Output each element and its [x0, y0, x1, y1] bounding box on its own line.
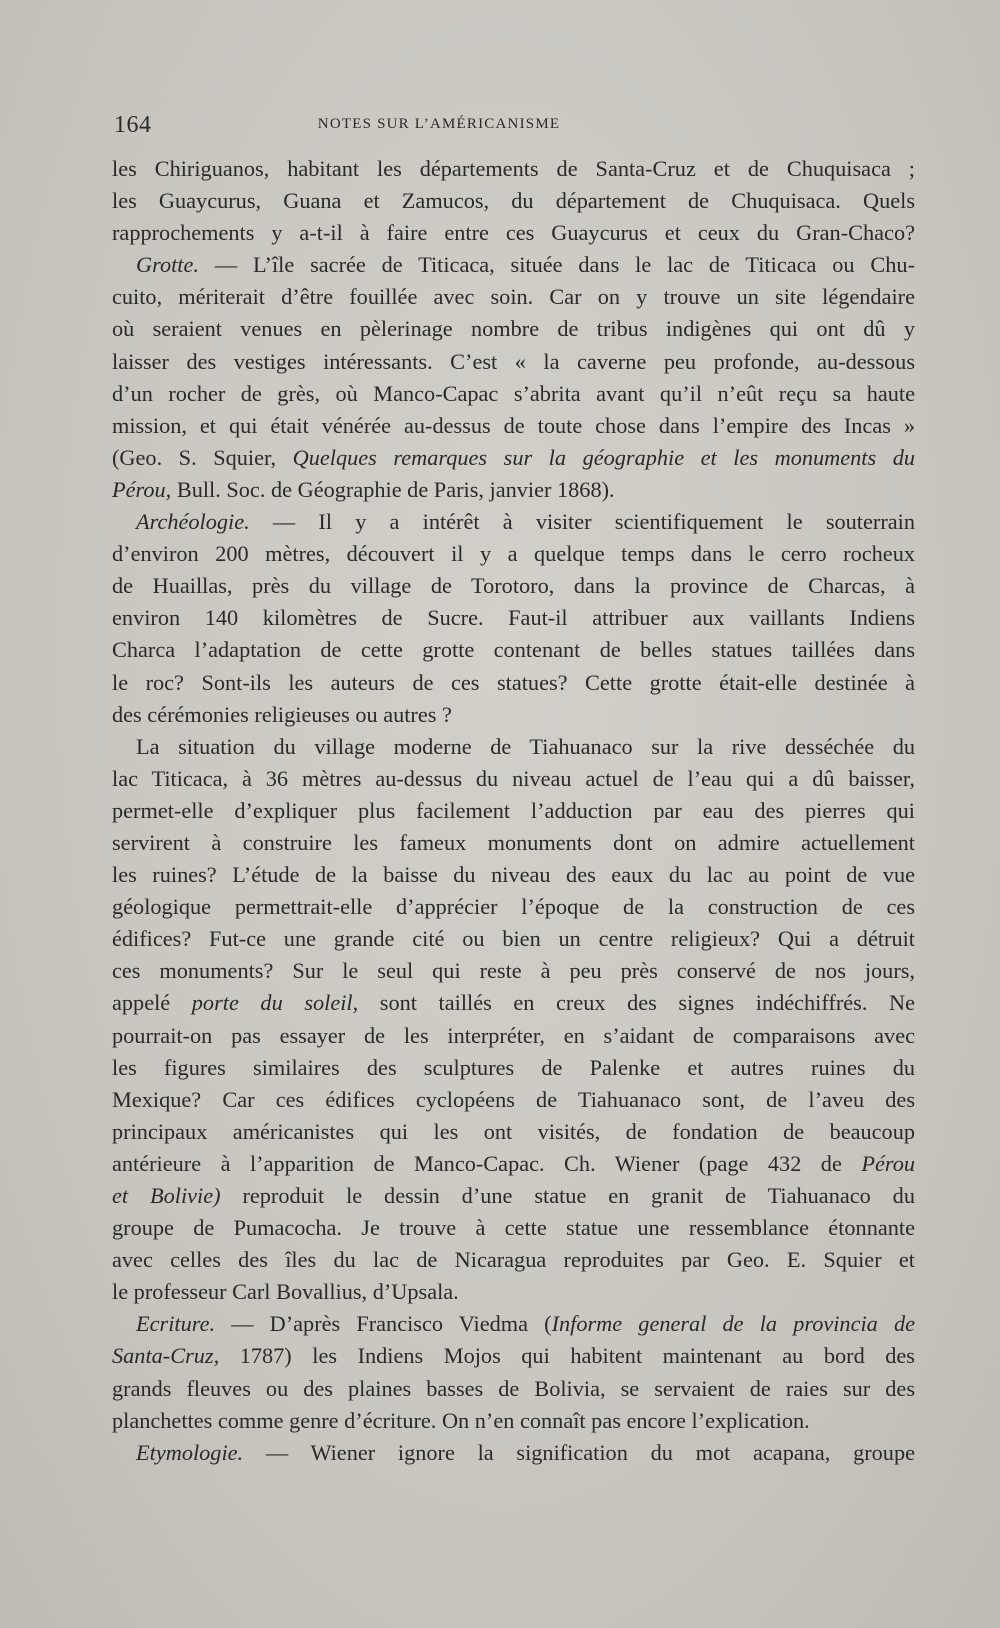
text-line [112, 891, 915, 923]
text-segment: géologique permettrait-elle d’apprécier l’époque de la construction de ces [112, 894, 915, 920]
text-line [112, 185, 915, 217]
text-line [112, 1437, 915, 1469]
text-line [112, 763, 915, 795]
text-segment: de Huaillas, près du village de Torotoro, dans la province de Charcas, à [112, 573, 915, 599]
text-line [112, 731, 915, 763]
text-segment: 1787) les Indiens Mojos qui habitent maintenant au bord des [219, 1343, 915, 1369]
text-line [112, 249, 915, 281]
page-number: 164 [114, 112, 152, 138]
italic-text: Quelques remarques sur la géographie et les monuments du [292, 444, 915, 470]
text-line [112, 1212, 915, 1244]
text-line [112, 1148, 915, 1180]
italic-text: Grotte. [136, 252, 199, 278]
text-segment: principaux américanistes qui les ont visités, de fondation de beaucoup [112, 1118, 915, 1144]
italic-text: et Bolivie) [112, 1183, 221, 1208]
text-line [112, 602, 915, 634]
text-segment: — L’île sacrée de Titicaca, située dans le lac de Titicaca ou Chu- [198, 252, 915, 278]
text-line [112, 1340, 915, 1372]
text-line [112, 1180, 915, 1212]
text-line [112, 923, 915, 955]
running-head [114, 112, 914, 142]
italic-text: Archéologie. [136, 509, 250, 535]
text-line [112, 699, 915, 731]
text-segment: planchettes comme genre d’écriture. On n’en connaît pas encore l’explication. [112, 1407, 810, 1433]
text-segment: édifices? Fut-ce une grande cité ou bien un centre religieux? Qui a détruit [112, 926, 915, 952]
text-line [112, 955, 915, 987]
text-segment: antérieure à l’apparition de Manco-Capac. Ch. Wiener (page 432 de [112, 1150, 862, 1176]
text-segment: avec celles des îles du lac de Nicaragua reproduites par Geo. E. Squier et [112, 1247, 915, 1273]
text-segment: cuito, mériterait d’être fouillée avec soin. Car on y trouve un site légendaire [112, 284, 915, 310]
text-line [112, 1244, 915, 1276]
text-segment: groupe de Pumacocha. Je trouve à cette statue une ressemblance étonnante [112, 1215, 915, 1241]
text-line [112, 506, 915, 538]
text-line [112, 313, 915, 345]
italic-text: Pérou [861, 1150, 915, 1176]
text-segment: d’environ 200 mètres, découvert il y a quelque temps dans le cerro rocheux [112, 541, 915, 567]
body-text [112, 153, 915, 1469]
text-segment: — Il y a intérêt à visiter scientifiquement le souterrain [249, 509, 915, 535]
text-line [112, 1308, 915, 1340]
text-line [112, 442, 915, 474]
running-title: NOTES SUR L’AMÉRICANISME [317, 116, 561, 132]
italic-text: Informe general de la provincia de [551, 1311, 915, 1337]
italic-text: porte du soleil, [191, 990, 359, 1016]
text-segment: — Wiener ignore la signification du mot acapana, groupe [243, 1439, 915, 1465]
text-segment: (Geo. S. Squier, [112, 444, 293, 470]
text-line [112, 1405, 915, 1437]
text-line [112, 281, 915, 313]
text-line [112, 987, 915, 1019]
italic-text: Ecriture. [136, 1311, 216, 1337]
text-segment: grands fleuves ou des plaines basses de Bolivia, se servaient de raies sur des [112, 1375, 915, 1401]
text-segment: le professeur Carl Bovallius, d’Upsala. [112, 1279, 459, 1305]
text-segment: les figures similaires des sculptures de Palenke et autres ruines du [112, 1054, 915, 1080]
text-segment: des cérémonies religieuses ou autres ? [112, 701, 452, 727]
text-segment: le roc? Sont-ils les auteurs de ces statues? Cette grotte était-elle destinée à [112, 669, 915, 695]
text-segment: reproduit le dessin d’une statue en granit de Tiahuanaco du [220, 1183, 915, 1208]
text-segment: environ 140 kilomètres de Sucre. Faut-il attribuer aux vaillants Indiens [112, 605, 915, 631]
text-line [112, 634, 915, 666]
text-line [112, 474, 915, 506]
text-line [112, 1020, 915, 1052]
italic-text: Etymologie. [136, 1439, 244, 1465]
text-line [112, 570, 915, 602]
text-segment: — D’après Francisco Viedma ( [215, 1311, 552, 1337]
text-line [112, 538, 915, 570]
text-segment: ces monuments? Sur le seul qui reste à peu près conservé de nos jours, [112, 958, 915, 984]
text-line [112, 1084, 915, 1116]
text-line [112, 217, 915, 249]
italic-text: Santa-Cruz, [112, 1343, 220, 1369]
text-segment: pourrait-on pas essayer de les interpréter, en s’aidant de comparaisons avec [112, 1022, 915, 1048]
text-segment: où seraient venues en pèlerinage nombre de tribus indigènes qui ont dû y [112, 316, 915, 342]
text-line [112, 859, 915, 891]
text-segment: servirent à construire les fameux monuments dont on admire actuellement [112, 829, 915, 855]
text-segment: appelé [112, 990, 192, 1016]
text-segment: d’un rocher de grès, où Manco-Capac s’abrita avant qu’il n’eût reçu sa haute [112, 380, 915, 406]
text-segment: laisser des vestiges intéressants. C’est « la caverne peu profonde, au-dessous [112, 348, 915, 374]
text-line [112, 1276, 915, 1308]
text-line [112, 795, 915, 827]
text-segment: les Guaycurus, Guana et Zamucos, du département de Chuquisaca. Quels [112, 188, 915, 214]
text-segment: Mexique? Car ces édifices cyclopéens de Tiahuanaco sont, de l’aveu des [112, 1086, 915, 1112]
text-line [112, 1052, 915, 1084]
text-line [112, 378, 915, 410]
text-segment: La situation du village moderne de Tiahuanaco sur la rive desséchée du [136, 733, 915, 759]
text-line [112, 1373, 915, 1405]
text-segment: sont taillés en creux des signes indéchiffrés. Ne [358, 990, 915, 1016]
text-line [112, 153, 915, 185]
text-line [112, 827, 915, 859]
text-segment: mission, et qui était vénérée au-dessus de toute chose dans l’empire des Incas » [112, 412, 915, 438]
text-segment: lac Titicaca, à 36 mètres au-dessus du niveau actuel de l’eau qui a dû baisser, [112, 765, 915, 791]
text-segment: rapprochements y a-t-il à faire entre ces Guaycurus et ceux du Gran-Chaco? [112, 220, 915, 246]
text-segment: Charca l’adaptation de cette grotte contenant de belles statues taillées dans [112, 637, 915, 663]
text-segment: les ruines? L’étude de la baisse du niveau des eaux du lac au point de vue [112, 862, 915, 888]
text-segment: les Chiriguanos, habitant les départements de Santa-Cruz et de Chuquisaca ; [112, 156, 915, 181]
italic-text: Pérou, [112, 476, 172, 502]
text-line [112, 346, 915, 378]
text-line [112, 410, 915, 442]
text-segment: permet-elle d’expliquer plus facilement l’adduction par eau des pierres qui [112, 797, 915, 823]
text-line [112, 667, 915, 699]
text-line [112, 1116, 915, 1148]
text-segment: Bull. Soc. de Géographie de Paris, janvier 1868). [171, 476, 615, 502]
